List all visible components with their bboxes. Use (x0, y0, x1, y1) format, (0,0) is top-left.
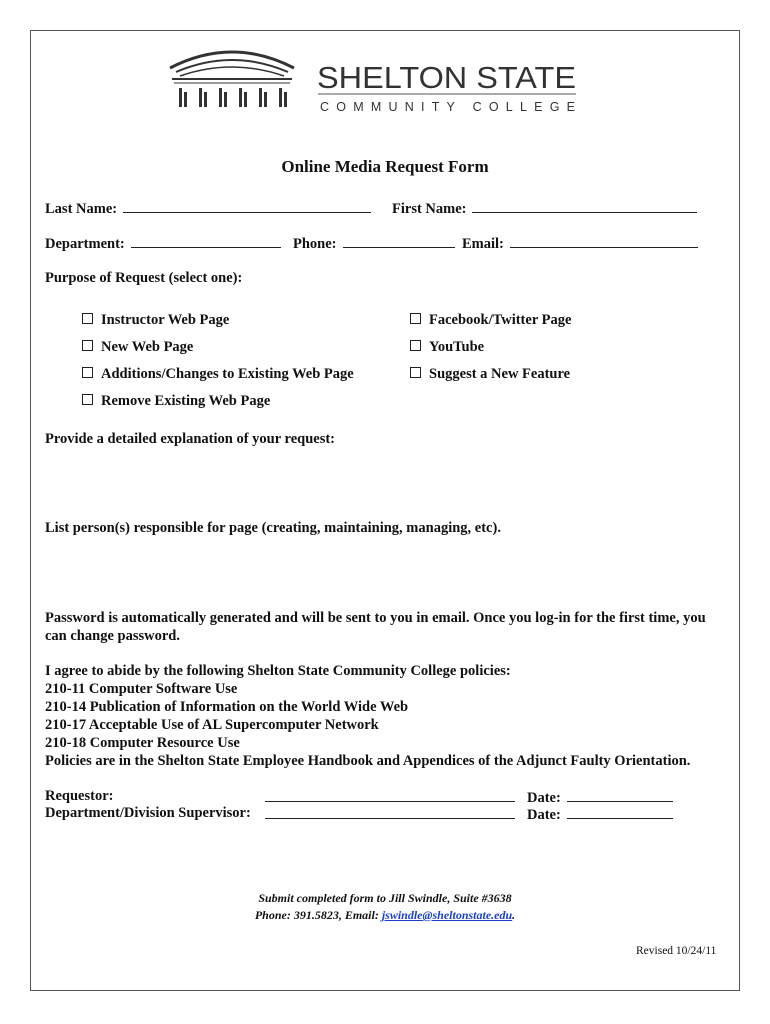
phone-label: Phone: (293, 236, 337, 252)
footer-phone: Phone: 391.5823, Email: (254, 908, 382, 922)
footer (0, 890, 770, 924)
footer-period: . (512, 908, 516, 922)
revised-date: Revised 10/24/11 (636, 945, 717, 957)
policies-handbook: Policies are in the Shelton State Employee Handbook and Appendices of the Adjunct Faulty Orientation. (45, 753, 691, 769)
policies-intro: I agree to abide by the following Shelton State Community College policies: (45, 663, 511, 679)
purpose-label: Purpose of Request (select one): (45, 270, 243, 286)
option-label: Remove Existing Web Page (101, 393, 271, 409)
explanation-label: Provide a detailed explanation of your request: (45, 431, 335, 447)
option-label: New Web Page (101, 339, 194, 355)
checkbox-youtube[interactable] (410, 340, 421, 351)
option-label: YouTube (429, 339, 485, 355)
password-note: Password is automatically generated and will be sent to you in email. Once you log-in for the first time, you can change password. (45, 610, 706, 644)
svg-text:SHELTON STATE: SHELTON STATE (317, 60, 576, 95)
checkbox-remove-web-page[interactable] (82, 394, 93, 405)
option-facebook-twitter[interactable] (410, 312, 571, 329)
explanation-area[interactable] (45, 450, 725, 510)
option-additions-changes[interactable] (82, 366, 354, 383)
checkbox-facebook-twitter[interactable] (410, 313, 421, 324)
option-label: Additions/Changes to Existing Web Page (101, 366, 354, 382)
department-field[interactable] (45, 234, 281, 253)
last-name-label: Last Name: (45, 201, 118, 217)
option-label: Facebook/Twitter Page (429, 312, 572, 328)
persons-area[interactable] (45, 540, 725, 600)
persons-label: List person(s) responsible for page (creating, maintaining, managing, etc). (45, 520, 501, 536)
footer-contact-line (0, 907, 770, 924)
date-label: Date: (527, 790, 561, 806)
requestor-date-line[interactable] (567, 788, 673, 802)
checkbox-suggest-feature[interactable] (410, 367, 421, 378)
option-remove-web-page[interactable] (82, 393, 270, 410)
phone-line[interactable] (343, 234, 455, 248)
option-new-web-page[interactable] (82, 339, 193, 356)
email-field[interactable] (462, 234, 698, 253)
department-line[interactable] (131, 234, 281, 248)
policy-item: 210-18 Computer Resource Use (45, 735, 240, 751)
requestor-signature-line[interactable] (265, 788, 515, 802)
option-youtube[interactable] (410, 339, 484, 356)
svg-text:COMMUNITY COLLEGE: COMMUNITY COLLEGE (320, 100, 575, 114)
option-instructor-web-page[interactable] (82, 312, 229, 329)
supervisor-label: Department/Division Supervisor: (45, 805, 251, 821)
policy-item: 210-17 Acceptable Use of AL Supercomputer Network (45, 717, 379, 733)
option-label: Suggest a New Feature (429, 366, 571, 382)
requestor-label: Requestor: (45, 788, 114, 804)
last-name-line[interactable] (123, 199, 371, 213)
first-name-line[interactable] (472, 199, 697, 213)
policy-item: 210-11 Computer Software Use (45, 681, 238, 697)
checkbox-new-web-page[interactable] (82, 340, 93, 351)
supervisor-signature-line[interactable] (265, 805, 515, 819)
first-name-field[interactable] (392, 199, 697, 218)
email-link[interactable]: jswindle@sheltonstate.edu (381, 908, 513, 922)
phone-field[interactable] (293, 234, 455, 253)
form-title: Online Media Request Form (281, 157, 489, 176)
footer-submit-line: Submit completed form to Jill Swindle, Suite #3638 (258, 891, 512, 905)
policies-section (45, 662, 735, 770)
last-name-field[interactable] (45, 199, 371, 218)
checkbox-additions-changes[interactable] (82, 367, 93, 378)
department-label: Department: (45, 236, 125, 252)
policy-item: 210-14 Publication of Information on the World Wide Web (45, 699, 409, 715)
first-name-label: First Name: (392, 201, 467, 217)
shelton-state-logo (166, 42, 586, 117)
option-label: Instructor Web Page (101, 312, 230, 328)
checkbox-instructor-web-page[interactable] (82, 313, 93, 324)
supervisor-date-line[interactable] (567, 805, 673, 819)
date-label: Date: (527, 807, 561, 823)
supervisor-date-field[interactable] (527, 805, 673, 824)
email-label: Email: (462, 236, 504, 252)
email-line[interactable] (510, 234, 698, 248)
option-suggest-feature[interactable] (410, 366, 570, 383)
